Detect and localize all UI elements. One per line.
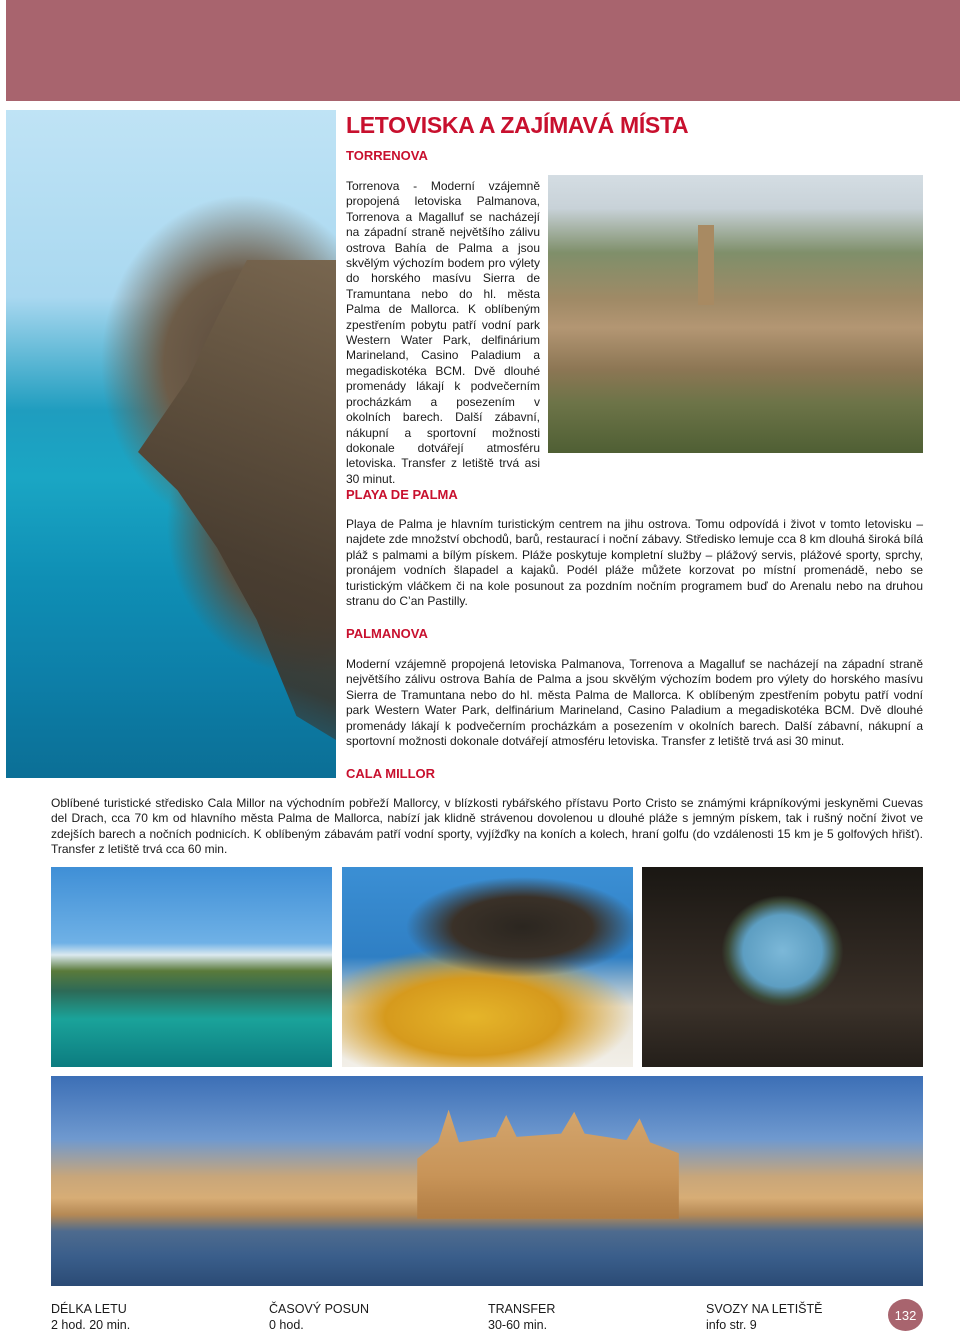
cathedral-photo — [51, 1076, 923, 1286]
info-value: info str. 9 — [706, 1318, 757, 1332]
section-heading-palmanova: PALMANOVA — [346, 626, 428, 641]
info-airport-shuttle — [706, 1301, 822, 1333]
section-text-torrenova: Torrenova - Moderní vzájemně propojená letoviska Palmanova, Torrenova a Magalluf se nacházejí na západní straně největšího zálivu ostrova Bahía de Palma a jsou skvělým výchozím bodem pro výlety do horského masívu Sierra de Tramuntana nebo do hl. města Palma de Mallorca. K oblíbeným zpestřením pobytu patří vodní park Western Water Park, delfinárium Marineland, Casino Paladium a megadiskotéka BCM. Dvě dlouhé promenády lákají k podvečerním procházkám a posezením v okolních barech. Další zábavní, nákupní a sportovní možnosti dokonale dotvářejí atmosféru letoviska. Transfer z letiště trvá asi 30 minut. — [346, 179, 540, 486]
section-heading-playa-de-palma: PLAYA DE PALMA — [346, 487, 458, 502]
info-label: ČASOVÝ POSUN — [269, 1302, 370, 1316]
coast-photo — [6, 110, 336, 778]
info-value: 0 hod. — [269, 1318, 304, 1332]
paella-photo — [342, 867, 633, 1067]
info-flight-duration — [51, 1301, 130, 1333]
section-text-cala-millor: Oblíbené turistické středisko Cala Millor na východním pobřeží Mallorcy, v blízkosti rybářského přístavu Porto Cristo se známými krápníkovými jeskyněmi Cuevas del Drach, cca 70 km od hlavního města Palma de Mallorca, nabízí jak klidně strávenou dovolenou u dlouhé pláže s jemným pískem, tak i rušný noční život ve zdejších barech a nočních podnicích. K oblíbeným zábavám patří vodní sporty, vyjížďky na koních a kolech, hraní golfu (do vzdálenosti 15 km je 5 golfových hřišť). Transfer z letiště trvá cca 60 min. — [51, 796, 923, 857]
page-number-badge: 132 — [888, 1299, 923, 1331]
section-heading-torrenova: TORRENOVA — [346, 148, 428, 163]
village-photo — [548, 175, 923, 453]
info-label: DÉLKA LETU — [51, 1302, 127, 1316]
page-title: LETOVISKA A ZAJÍMAVÁ MÍSTA — [346, 112, 689, 138]
info-value: 2 hod. 20 min. — [51, 1318, 131, 1332]
info-value: 30-60 min. — [488, 1318, 548, 1332]
bay-photo — [51, 867, 332, 1067]
info-label: TRANSFER — [488, 1302, 556, 1316]
info-time-shift — [269, 1301, 369, 1333]
top-banner — [6, 0, 960, 101]
section-text-playa-de-palma: Playa de Palma je hlavním turistickým centrem na jihu ostrova. Tomu odpovídá i život v tomto letovisku – najdete zde množství obchodů, barů, restaurací i noční zábavy. Středisko lemuje cca 8 km dlouhá široká bílá pláž s palmami a bílým pískem. Pláže poskytuje kompletní služby – plážový servis, plážové sporty, sprchy, pronájem vodních šlapadel a kajaků. Podél pláže můžete korzovat po místní promenádě, nebo se turistickým vláčkem či na kole posunout za pozdním nočním programem buď do Arenalu nebo na druhou stranu do C’an Pastilly. — [346, 517, 923, 609]
section-text-palmanova: Moderní vzájemně propojená letoviska Palmanova, Torrenova a Magalluf se nacházejí na západní straně největšího zálivu ostrova Bahía de Palma a jsou skvělým výchozím bodem pro výlety do horského masívu Sierra de Tramuntana nebo do hl. města Palma de Mallorca. K oblíbeným zpestřením pobytu patří vodní park Western Water Park, delfinárium Marineland, Casino Paladium a megadiskotéka BCM. Dvě dlouhé promenády lákají k podvečerním procházkám a posezením v okolních barech. Další zábavní, nákupní a sportovní možnosti dokonale dotvářejí atmosféru letoviska. Transfer z letiště trvá asi 30 minut. — [346, 657, 923, 749]
info-label: SVOZY NA LETIŠTĚ — [706, 1302, 823, 1316]
cave-photo — [642, 867, 923, 1067]
section-heading-cala-millor: CALA MILLOR — [346, 766, 436, 781]
info-transfer — [488, 1301, 555, 1333]
